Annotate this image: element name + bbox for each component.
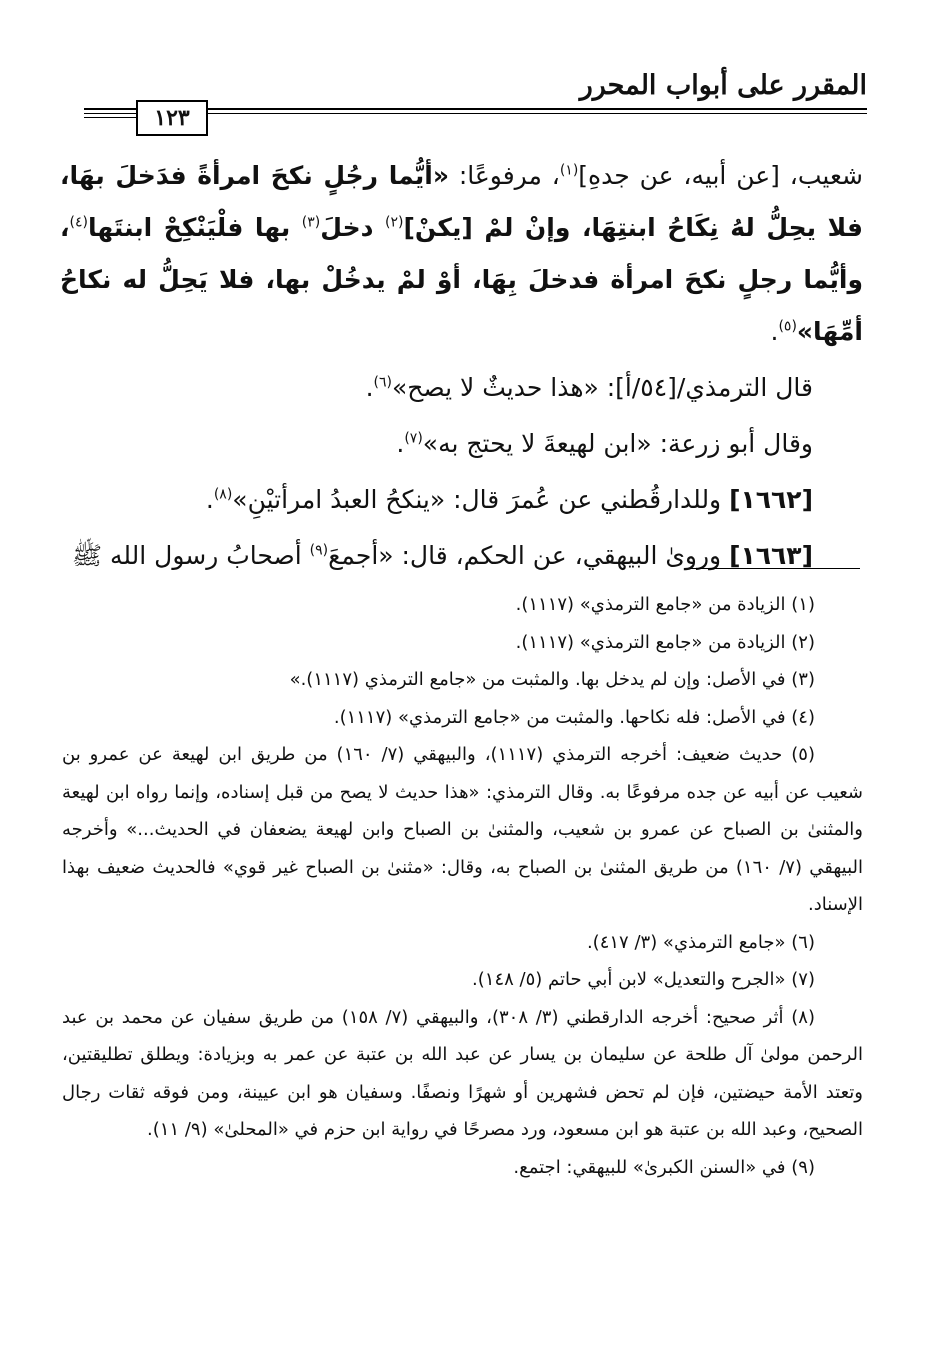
footnote-1: (١) الزيادة من «جامع الترمذي» (١١١٧). [515,594,815,615]
running-title: المقرر على أبواب المحرر [579,70,867,101]
text-segment: وللدارقُطني عن عُمرَ قال: «ينكحُ العبدُ امرأتيْنِ» [232,485,730,514]
footnote-separator [690,568,860,569]
footnote-ref: (١) [559,162,579,179]
footnote-ref: (٦) [373,374,392,391]
footnote-ref: (٧) [404,430,423,447]
text-segment: أصحابُ رسول الله ﷺ [71,541,310,570]
footnote-ref: (٣) [301,214,321,231]
header-rule-left [84,117,136,118]
text-segment: وروىٰ البيهقي، عن الحكم، قال: «أجمعَ [328,541,730,570]
footnote-ref: (٩) [309,542,329,559]
hadith-text: ، وأيُّما رجلٍ نكحَ امرأة فدخلَ بِهَا، أوْ لمْ يدخُلْ بها، فلا يَحِلُّ له نكاحُ أمِّهَا» [60,213,863,346]
main-text [60,150,863,582]
footnotes [62,586,863,1186]
footnote-ref: (٤) [69,214,88,231]
footnote-ref: (٢) [385,214,404,231]
footnote-3: (٣) في الأصل: وإن لم يدخل بها. والمثبت من «جامع الترمذي (١١١٧).» [289,669,815,690]
paragraph-abu-zurah [60,418,863,470]
footnote-8: (٨) أثر صحيح: أخرجه الدارقطني (٣/ ٣٠٨)، والبيهقي (٧/ ١٥٨) من طريق سفيان عن محمد بن عبد الرحمن مولىٰ آل طلحة عن سليمان بن يسار عن عبد الله بن عتبة عن عمر به وبزيادة: ويطلق تطليقتين، وتعتد الأمة حيضتين، فإن لم تحض فشهرين أو شهرًا ونصفًا. وسفيان هو ابن عيينة، ومن فوقه ثقات رجال الصحيح، وعبد الله بن عتبة هو ابن مسعود، ورد مصرحًا في رواية ابن حزم في «المحلىٰ» (٩/ ١١). [62,1006,863,1140]
hadith-text: دخلَ [320,213,386,242]
paragraph-tirmidhi [60,362,863,414]
text-segment: ، مرفوعًا: [448,161,560,190]
text-segment: شعيب، [عن أبيه، عن جدهِ] [578,161,863,190]
page-number: ١٢٣ [136,100,208,136]
hadith-text: «أيُّما رجُلٍ نكحَ امرأةً فدَخلَ بهَا، فلا يحِلُّ لهُ نِكَاحُ ابنتِهَا، وإنْ لمْ [يكنْ] [60,161,863,242]
paragraph-1663 [60,530,863,582]
paragraph-1662 [60,474,863,526]
text-segment: قال الترمذي/[٥٤/أ]: «هذا حديثٌ لا يصح» [392,373,813,402]
hadith-number: [١٦٦٢] [729,485,813,514]
text-segment: . [365,373,374,402]
paragraph-hadith [60,150,863,358]
footnote-ref: (٥) [778,318,797,335]
text-segment: . [205,485,214,514]
footnote-5: (٥) حديث ضعيف: أخرجه الترمذي (١١١٧)، والبيهقي (٧/ ١٦٠) من طريق ابن لهيعة عن عمرو بن شعيب عن أبيه عن جده مرفوعًا به. وقال الترمذي: «هذا حديث لا يصح من قبل إسناده، وإنما رواه ابن لهيعة والمثنىٰ بن الصباح عن عمرو بن شعيب، والمثنىٰ بن الصباح وابن لهيعة يضعفان في الحديث...» وأخرجه البيهقي (٧/ ١٦٠) من طريق المثنىٰ بن الصباح به، وقال: «مثنىٰ بن الصباح غير قوي» فالحديث ضعيف بهذا الإسناد. [62,744,863,915]
footnote-7: (٧) «الجرح والتعديل» لابن أبي حاتم (٥/ ١٤٨). [472,969,815,990]
footnote-4: (٤) في الأصل: فله نكاحها. والمثبت من «جامع الترمذي» (١١١٧). [333,706,815,728]
text-segment: . [396,429,405,458]
hadith-text: بها فلْيَنْكِحْ ابنتَها [87,213,302,242]
footnote-ref: (٨) [213,486,233,503]
text-segment: . [770,317,779,346]
footnote-2: (٢) الزيادة من «جامع الترمذي» (١١١٧). [515,631,815,653]
hadith-number: [١٦٦٣] [729,541,813,570]
text-segment: وقال أبو زرعة: «ابن لهيعةَ لا يحتج به» [422,429,813,458]
footnote-9: (٩) في «السنن الكبرىٰ» للبيهقي: اجتمع. [513,1156,815,1178]
footnote-6: (٦) «جامع الترمذي» (٣/ ٤١٧). [586,931,815,953]
